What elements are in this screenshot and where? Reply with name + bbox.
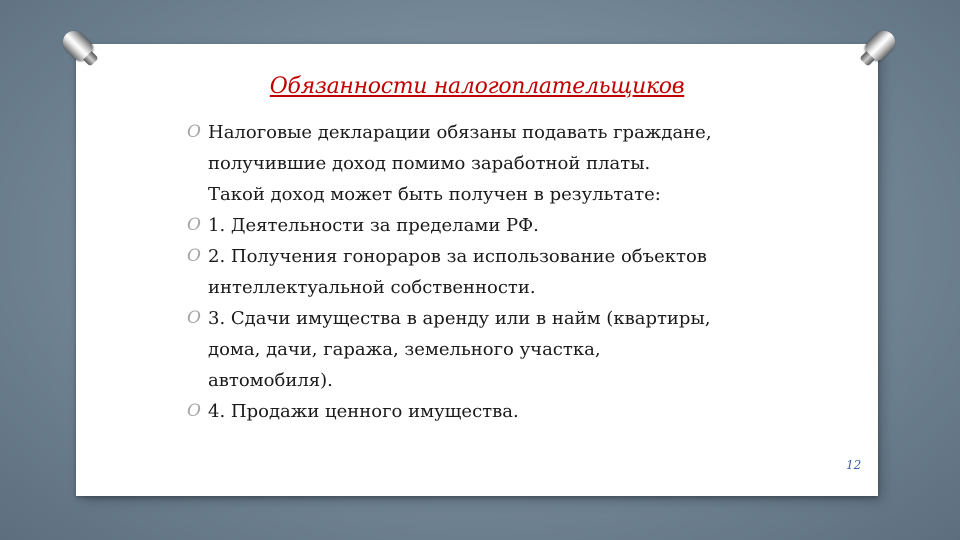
list-item: [187, 117, 807, 210]
bullet-o-icon: O: [187, 122, 201, 142]
list-item-line: дома, дачи, гаража, земельного участка,: [208, 339, 601, 360]
list-item-line: 2. Получения гонораров за использование объектов: [208, 246, 707, 267]
slide-title: Обязанности налогоплательщиков: [269, 74, 685, 99]
page-number: 12: [846, 458, 862, 472]
bullet-o-icon: O: [187, 246, 201, 266]
list-item-line: 1. Деятельности за пределами РФ.: [208, 215, 539, 236]
list-item: [187, 396, 807, 427]
list-item-line: 3. Сдачи имущества в аренду или в найм (квартиры,: [208, 308, 711, 329]
list-item-line: автомобиля).: [208, 370, 333, 391]
list-item: [187, 241, 807, 303]
bullet-o-icon: O: [187, 401, 201, 421]
bullet-o-icon: O: [187, 308, 201, 328]
list-item: [187, 210, 807, 241]
list-item-line: 4. Продажи ценного имущества.: [208, 401, 519, 422]
list-item-line: Такой доход может быть получен в результате:: [208, 184, 661, 205]
bullet-o-icon: O: [187, 215, 201, 235]
list-item-line: получившие доход помимо заработной платы.: [208, 153, 651, 174]
list-item-line: Налоговые декларации обязаны подавать граждане,: [208, 122, 712, 143]
list-item: [187, 303, 807, 396]
list-item-line: интеллектуальной собственности.: [208, 277, 536, 298]
bullet-list: [187, 117, 807, 427]
